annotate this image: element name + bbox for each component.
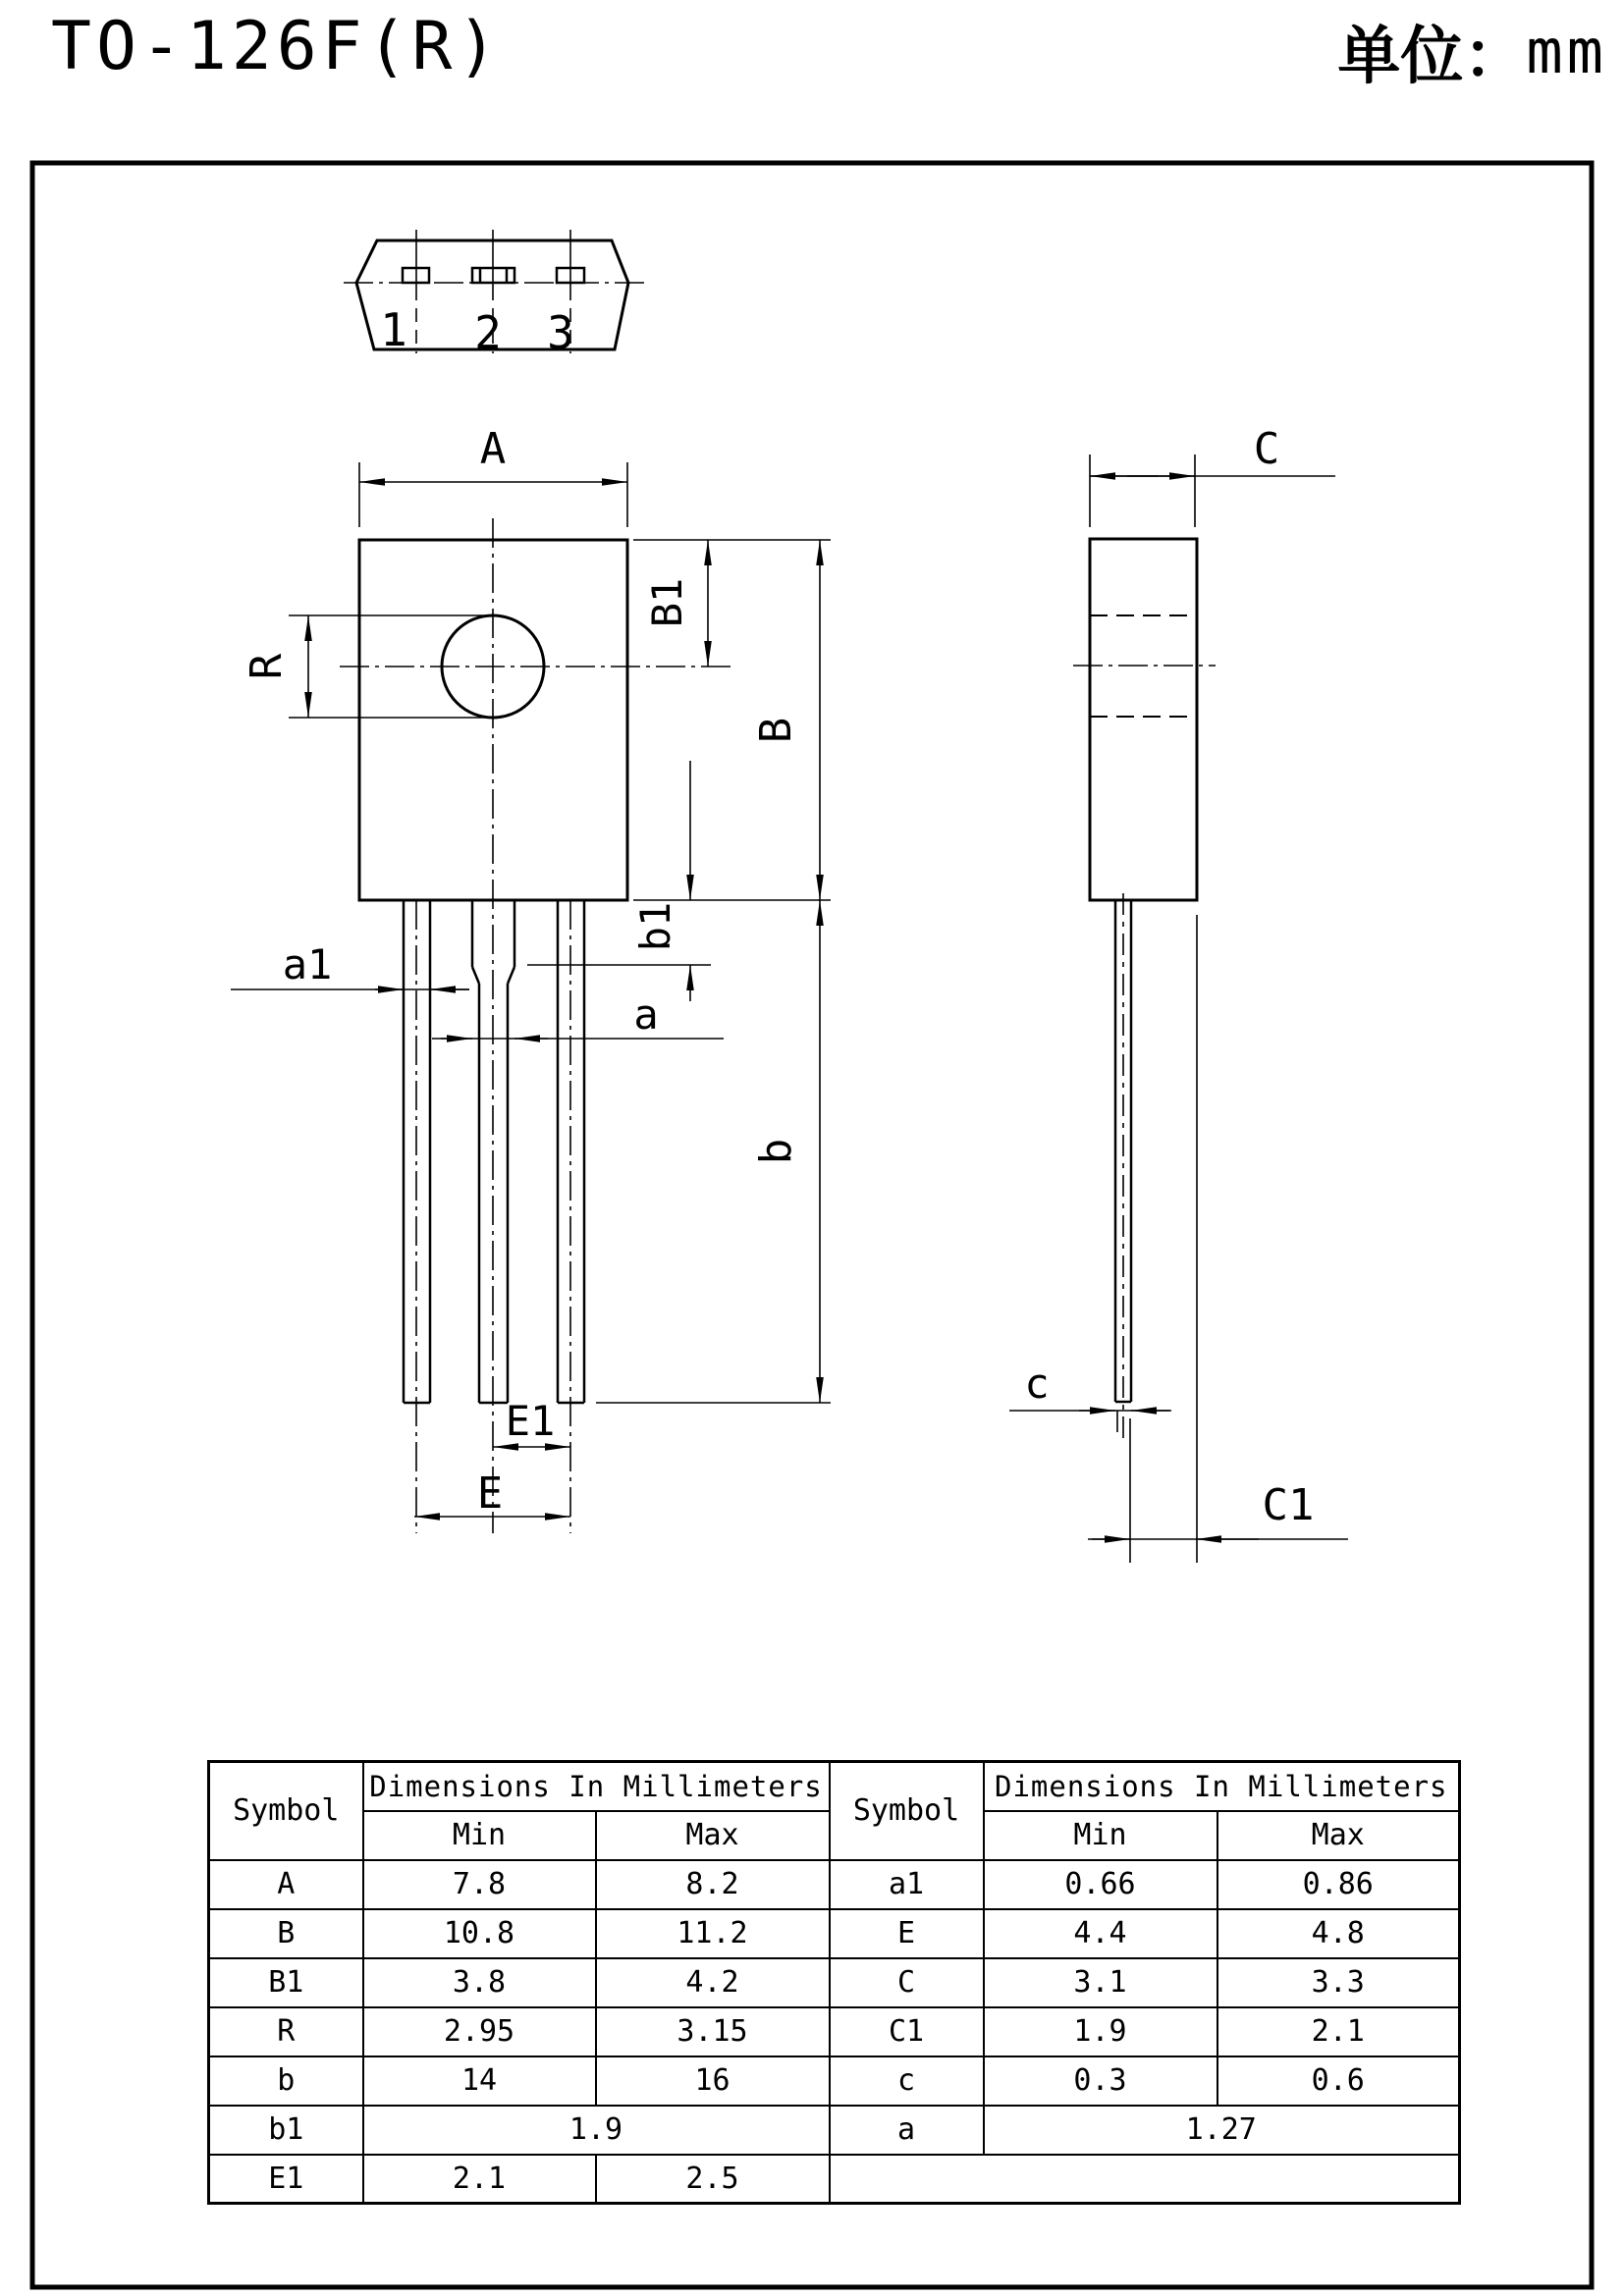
table-row xyxy=(209,1860,1460,1909)
symbol-cell: a xyxy=(830,2106,984,2155)
min-cell: 10.8 xyxy=(363,1909,596,1958)
max-cell: 8.2 xyxy=(596,1860,830,1909)
min-cell: 0.66 xyxy=(984,1860,1217,1909)
symbol-cell: a1 xyxy=(830,1860,984,1909)
page-title: TO-126F(R) xyxy=(51,8,503,85)
symbol-cell: B xyxy=(209,1909,363,1958)
max-cell: 4.2 xyxy=(596,1958,830,2007)
min-cell: 3.8 xyxy=(363,1958,596,2007)
left-min-header: Min xyxy=(363,1811,596,1860)
dim-label-c: c xyxy=(1024,1360,1050,1408)
symbol-cell: A xyxy=(209,1860,363,1909)
min-cell: 0.3 xyxy=(984,2056,1217,2106)
max-cell: 4.8 xyxy=(1217,1909,1460,1958)
right-min-header: Min xyxy=(984,1811,1217,1860)
max-cell: 3.15 xyxy=(596,2007,830,2056)
dim-label-C1: C1 xyxy=(1262,1480,1315,1530)
max-cell: 0.86 xyxy=(1217,1860,1460,1909)
symbol-cell: R xyxy=(209,2007,363,2056)
dim-label-E: E xyxy=(476,1468,504,1519)
front-view xyxy=(231,462,831,1533)
table-row xyxy=(209,2106,1460,2155)
dim-label-a1: a1 xyxy=(282,940,333,988)
dimensions-table xyxy=(207,1760,1461,2205)
symbol-cell: C xyxy=(830,1958,984,2007)
dim-c xyxy=(1009,1411,1171,1432)
symbol-cell: C1 xyxy=(830,2007,984,2056)
dim-b1 xyxy=(527,761,711,1001)
symbol-cell: E xyxy=(830,1909,984,1958)
unit-label-cjk: 单位： xyxy=(1337,21,1527,93)
symbol-cell: E1 xyxy=(209,2155,363,2204)
package-body-side xyxy=(1090,539,1197,900)
empty-cell xyxy=(830,2155,1460,2204)
max-cell: 2.1 xyxy=(1217,2007,1460,2056)
min-cell: 2.95 xyxy=(363,2007,596,2056)
min-cell: 7.8 xyxy=(363,1860,596,1909)
right-max-header: Max xyxy=(1217,1811,1460,1860)
min-cell: 1.9 xyxy=(984,2007,1217,2056)
max-cell: 0.6 xyxy=(1217,2056,1460,2106)
right-dims-header: Dimensions In Millimeters xyxy=(984,1762,1460,1811)
merged-value-cell: 1.9 xyxy=(363,2106,830,2155)
table-row xyxy=(209,2155,1460,2204)
leads-front xyxy=(404,900,584,1403)
dim-label-R: R xyxy=(242,653,292,680)
symbol-cell: b xyxy=(209,2056,363,2106)
right-symbol-header: Symbol xyxy=(830,1762,984,1860)
dim-label-B1: B1 xyxy=(643,577,691,628)
table-row xyxy=(209,2056,1460,2106)
dim-label-B: B xyxy=(751,717,801,744)
left-symbol-header: Symbol xyxy=(209,1762,363,1860)
dim-label-E1: E1 xyxy=(505,1397,556,1445)
merged-value-cell: 1.27 xyxy=(984,2106,1460,2155)
max-cell: 16 xyxy=(596,2056,830,2106)
unit-label-mm: mm xyxy=(1526,15,1607,87)
pin2-label: 2 xyxy=(474,306,502,359)
min-cell: 2.1 xyxy=(363,2155,596,2204)
min-cell: 14 xyxy=(363,2056,596,2106)
dim-label-A: A xyxy=(479,424,507,474)
pin3-label: 3 xyxy=(547,306,574,359)
table-row xyxy=(209,2007,1460,2056)
symbol-cell: B1 xyxy=(209,1958,363,2007)
side-view xyxy=(1009,454,1348,1563)
left-max-header: Max xyxy=(596,1811,830,1860)
max-cell: 2.5 xyxy=(596,2155,830,2204)
table-row xyxy=(209,1909,1460,1958)
dim-label-C: C xyxy=(1253,424,1280,474)
max-cell: 11.2 xyxy=(596,1909,830,1958)
min-cell: 3.1 xyxy=(984,1958,1217,2007)
pin1-label: 1 xyxy=(380,303,407,356)
dim-C xyxy=(1090,454,1335,527)
max-cell: 3.3 xyxy=(1217,1958,1460,2007)
symbol-cell: b1 xyxy=(209,2106,363,2155)
table-row xyxy=(209,1958,1460,2007)
dim-C1 xyxy=(1088,915,1348,1563)
symbol-cell: c xyxy=(830,2056,984,2106)
dim-label-b1: b1 xyxy=(631,901,679,952)
left-dims-header: Dimensions In Millimeters xyxy=(363,1762,830,1811)
dim-label-a: a xyxy=(633,990,659,1039)
min-cell: 4.4 xyxy=(984,1909,1217,1958)
dim-label-b: b xyxy=(751,1138,801,1165)
